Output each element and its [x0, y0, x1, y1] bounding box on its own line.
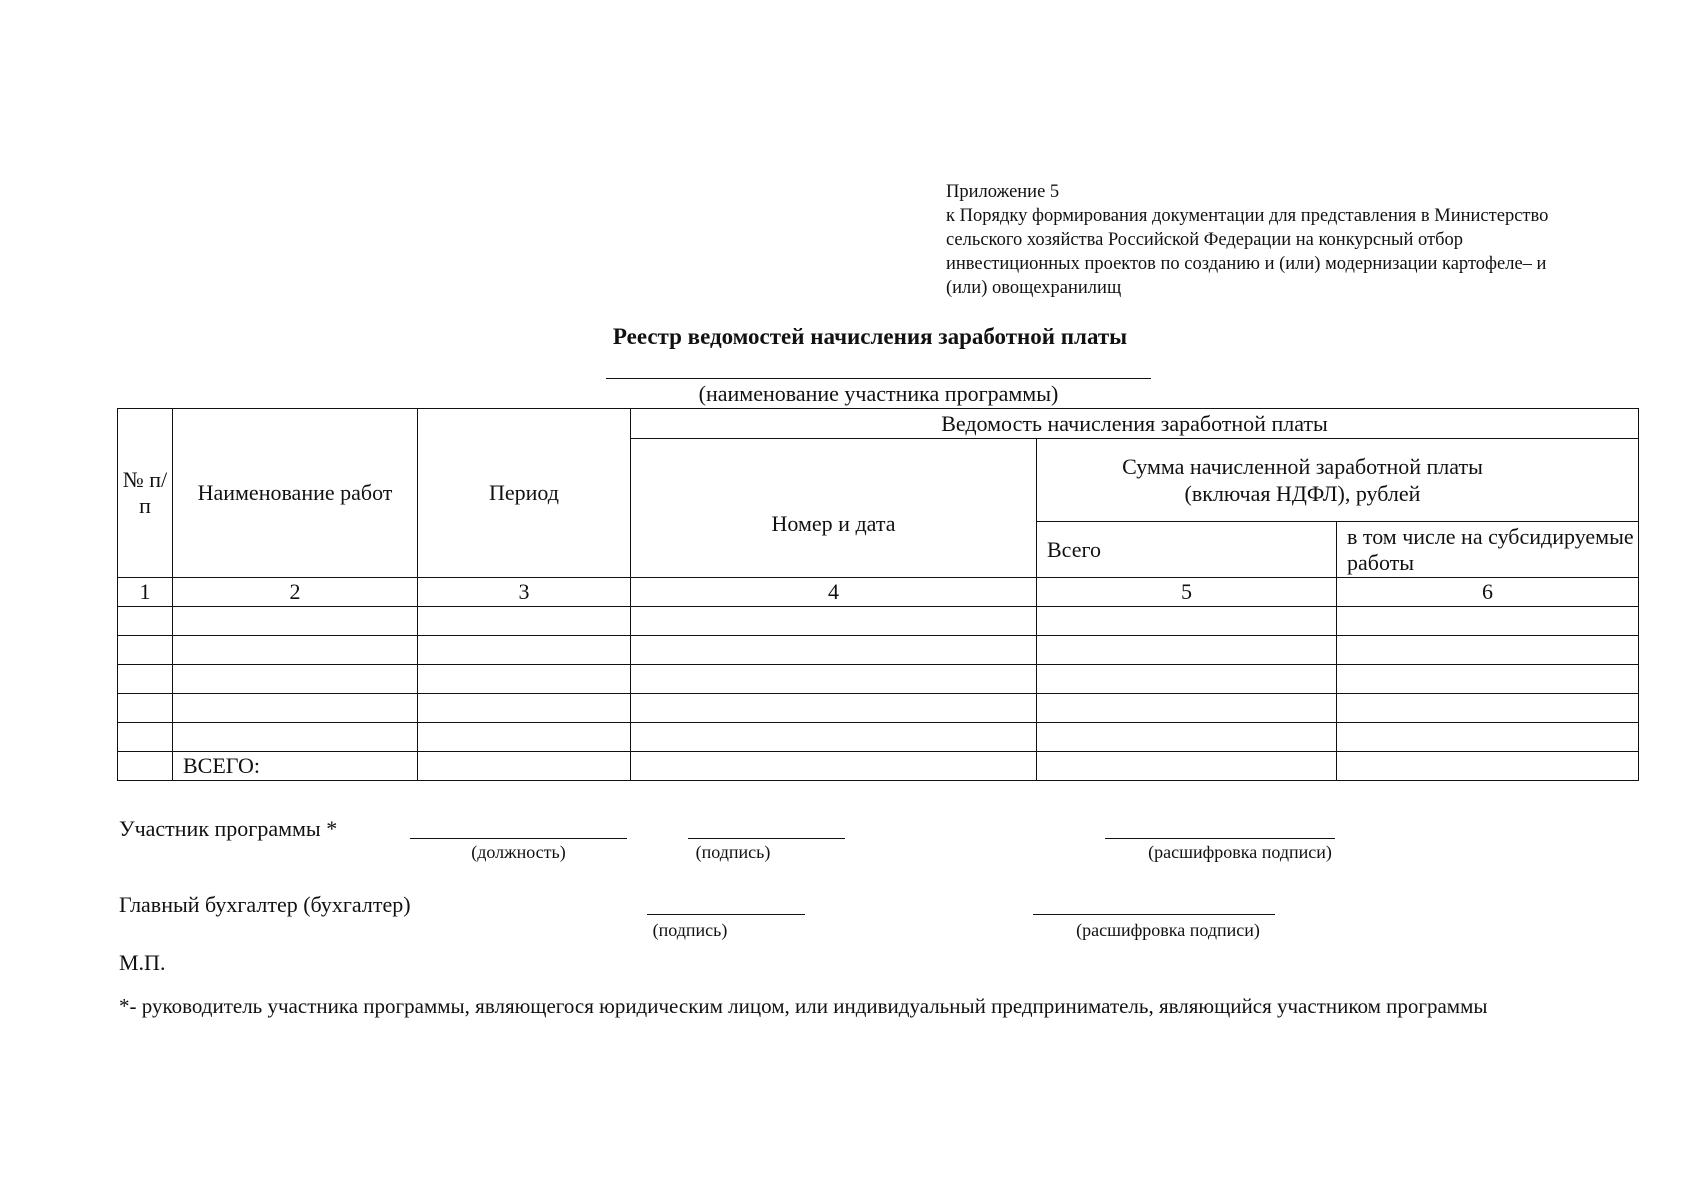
appendix-text-line: к Порядку формирования документации для представления в Министерство [946, 206, 1549, 226]
accountant-signature-line [647, 914, 805, 915]
header-work-name: Наименование работ [173, 409, 418, 578]
column-number: 2 [173, 578, 418, 607]
accountant-decoding-line [1033, 914, 1275, 915]
appendix-text-line: инвестиционных проектов по созданию и (или) модернизации картофеле– и [946, 254, 1547, 274]
table-row [118, 636, 1639, 665]
table-row [118, 607, 1639, 636]
appendix-header [946, 180, 1624, 300]
decoding-line [1105, 838, 1335, 839]
accountant-signature-caption: (подпись) [652, 920, 728, 940]
participant-name-line [606, 378, 1151, 379]
appendix-number: Приложение 5 [946, 182, 1060, 202]
appendix-text-line: сельского хозяйства Российской Федерации на конкурсный отбор [946, 230, 1463, 250]
header-subsidized: в том числе на субсидируемые работы [1337, 522, 1639, 578]
position-line [410, 838, 627, 839]
column-number: 6 [1337, 578, 1639, 607]
signature-line [688, 838, 845, 839]
column-number: 4 [631, 578, 1037, 607]
appendix-text-line: (или) овощехранилищ [946, 278, 1122, 298]
accountant-signature-label: Главный бухгалтер (бухгалтер) [119, 892, 411, 917]
table-row [118, 694, 1639, 723]
column-number: 3 [418, 578, 631, 607]
header-payroll-statement: Ведомость начисления заработной платы [631, 409, 1639, 439]
header-salary-sum: Сумма начисленной заработной платы (включая НДФЛ), рублей [1037, 439, 1639, 522]
document-title: Реестр ведомостей начисления заработной платы [612, 324, 1128, 349]
header-total: Всего [1037, 522, 1337, 578]
participant-name-caption: (наименование участника программы) [698, 381, 1059, 406]
register-table [117, 408, 1639, 781]
header-period: Период [418, 409, 631, 578]
column-number: 5 [1037, 578, 1337, 607]
header-row-number: № п/п [118, 409, 173, 578]
header-number-date: Номер и дата [631, 439, 1037, 578]
footnote: *- руководитель участника программы, являющегося юридическим лицом, или индивидуальный предприниматель, являющийся участником программы [119, 994, 1488, 1018]
accountant-decoding-caption: (расшифровка подписи) [1076, 920, 1260, 940]
participant-signature-label: Участник программы * [119, 816, 338, 841]
table-row [118, 723, 1639, 752]
column-numbers-row [118, 578, 1639, 607]
decoding-caption: (расшифровка подписи) [1148, 842, 1332, 862]
total-label: ВСЕГО: [173, 752, 418, 781]
signature-caption: (подпись) [695, 842, 771, 862]
column-number: 1 [118, 578, 173, 607]
total-row [118, 752, 1639, 781]
table-row [118, 665, 1639, 694]
position-caption: (должность) [471, 842, 566, 862]
stamp-place: М.П. [119, 950, 166, 975]
